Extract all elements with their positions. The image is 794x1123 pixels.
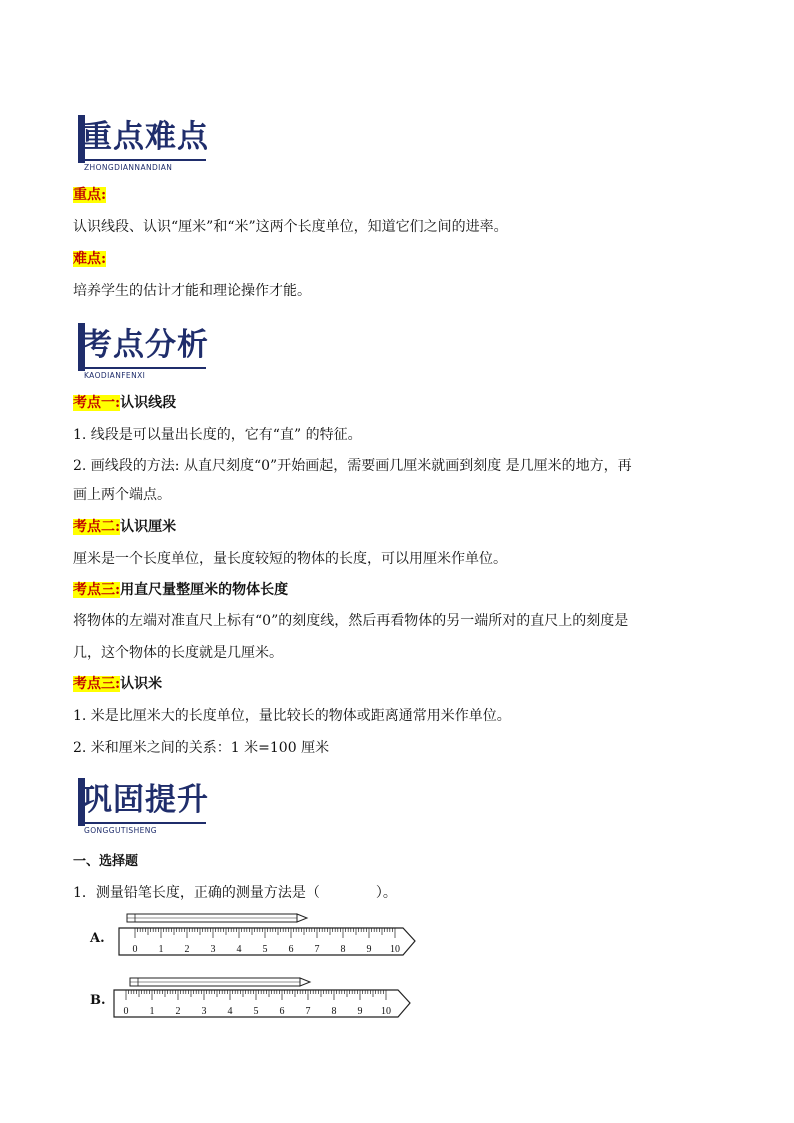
ruler-label: 7	[305, 1006, 311, 1017]
kaodian-3-label: 考点三:	[73, 582, 121, 598]
kaodian-2-title: 认识厘米	[120, 519, 177, 535]
ruler-label: 5	[253, 1006, 259, 1017]
ruler-label: 8	[340, 944, 346, 955]
section-banner-analysis	[78, 323, 238, 383]
kaodian-1-line-2: 2. 画线段的方法: 从直尺刻度“0”开始画起，需要画几厘米就画到刻度 是几厘米的地方，再	[73, 458, 632, 474]
ruler-label: 4	[236, 944, 242, 955]
kaodian-3-line-2: 几，这个物体的长度就是几厘米。	[73, 645, 283, 661]
section-pinyin: ZHONGDIANNANDIAN	[84, 163, 173, 172]
nandian-text: 培养学生的估计才能和理论操作才能。	[73, 283, 311, 299]
option-b-ruler	[110, 972, 420, 1030]
ruler-label: 2	[184, 944, 190, 955]
key-label-line	[73, 185, 106, 205]
kaodian-1-line-1: 1. 线段是可以量出长度的，它有“直” 的特征。	[73, 427, 362, 443]
kaodian-3-title: 用直尺量整厘米的物体长度	[120, 582, 289, 598]
ruler-label: 8	[331, 1006, 337, 1017]
ruler-label: 9	[357, 1006, 363, 1017]
pencil-icon	[127, 914, 307, 922]
kaodian-2-line-1: 厘米是一个长度单位，量长度较短的物体的长度，可以用厘米作单位。	[73, 551, 507, 567]
ruler-label: 5	[262, 944, 268, 955]
pencil-icon	[130, 978, 310, 986]
ruler-label: 4	[227, 1006, 233, 1017]
practice-section-title: 一、选择题	[73, 854, 139, 869]
option-a-ruler	[115, 910, 425, 968]
kaodian-1-line-3: 画上两个端点。	[73, 487, 171, 503]
option-a-label: A.	[90, 931, 105, 946]
kaodian-4-line-1: 1. 米是比厘米大的长度单位，量比较长的物体或距离通常用米作单位。	[73, 708, 511, 724]
section-banner-key-points	[78, 115, 238, 175]
question-1: 1．测量铅笔长度，正确的测量方法是（ ）。	[73, 885, 397, 901]
ruler-label: 6	[288, 944, 294, 955]
ruler-label: 6	[279, 1006, 285, 1017]
ruler-label: 10	[381, 1006, 391, 1017]
kaodian-4-heading	[73, 674, 162, 694]
section-title: 巩固提升	[81, 782, 209, 818]
option-b-label: B.	[90, 993, 106, 1008]
kaodian-1-label: 考点一:	[73, 395, 121, 411]
nandian-label: 难点:	[73, 251, 107, 267]
ruler-label: 1	[158, 944, 164, 955]
kaodian-2-label: 考点二:	[73, 519, 121, 535]
kaodian-3-heading	[73, 580, 288, 600]
ruler-label: 7	[314, 944, 320, 955]
kaodian-3-line-1: 将物体的左端对准直尺上标有“0”的刻度线，然后再看物体的另一端所对的直尺上的刻度是	[73, 613, 629, 629]
kaodian-2-heading	[73, 517, 176, 537]
ruler-label: 3	[210, 944, 216, 955]
difficulty-label-line	[73, 249, 106, 269]
ruler-label: 1	[149, 1006, 155, 1017]
kaodian-1-heading	[73, 393, 176, 413]
section-title: 重点难点	[81, 119, 209, 155]
ruler-label: 9	[366, 944, 372, 955]
ruler-label: 3	[201, 1006, 207, 1017]
kaodian-4-title: 认识米	[120, 676, 163, 692]
zhongdian-label: 重点:	[73, 187, 107, 203]
section-banner-practice	[78, 778, 238, 838]
zhongdian-text: 认识线段、认识“厘米”和“米”这两个长度单位，知道它们之间的进率。	[73, 219, 508, 235]
kaodian-4-label: 考点三:	[73, 676, 121, 692]
section-pinyin: KAODIANFENXI	[84, 371, 146, 380]
kaodian-4-line-2: 2. 米和厘米之间的关系：1 米=100 厘米	[73, 740, 330, 756]
ruler-label: 0	[132, 944, 138, 955]
section-title: 考点分析	[81, 327, 209, 363]
ruler-label: 10	[390, 944, 400, 955]
ruler-label: 0	[123, 1006, 129, 1017]
kaodian-1-title: 认识线段	[120, 395, 177, 411]
ruler-label: 2	[175, 1006, 181, 1017]
section-pinyin: GONGGUTISHENG	[84, 826, 157, 835]
